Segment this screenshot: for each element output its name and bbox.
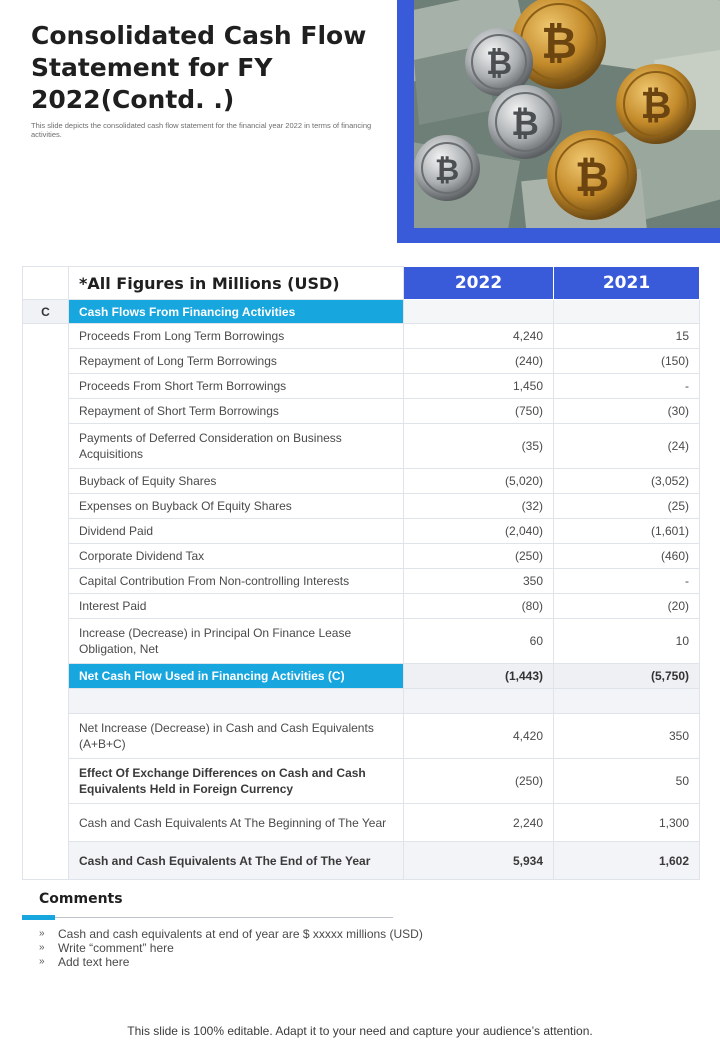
svg-text:₿: ₿ bbox=[574, 152, 610, 201]
row-label: Proceeds From Short Term Borrowings bbox=[69, 374, 404, 399]
value-2021: 1,602 bbox=[554, 842, 700, 880]
row-label: Net Increase (Decrease) in Cash and Cash Equivalents (A+B+C) bbox=[69, 714, 404, 759]
row-label: Increase (Decrease) in Principal On Finance Lease Obligation, Net bbox=[69, 619, 404, 664]
value-2021: (3,052) bbox=[554, 469, 700, 494]
net-financing-row bbox=[23, 664, 700, 689]
value-2021: (24) bbox=[554, 424, 700, 469]
spacer-row bbox=[23, 689, 700, 714]
page-subtitle: This slide depicts the consolidated cash flow statement for the financial year 2022 in terms of financing activities. bbox=[31, 121, 372, 139]
row-label: Interest Paid bbox=[69, 594, 404, 619]
comment-text: Cash and cash equivalents at end of year are $ xxxxx millions (USD) bbox=[58, 927, 423, 941]
comment-item bbox=[39, 955, 423, 969]
table-row bbox=[23, 424, 700, 469]
summary-row bbox=[23, 842, 700, 880]
value-2022: (35) bbox=[404, 424, 554, 469]
comments-list bbox=[39, 927, 423, 969]
comment-item bbox=[39, 941, 423, 955]
summary-row bbox=[23, 714, 700, 759]
value-2021: (20) bbox=[554, 594, 700, 619]
row-label: Cash and Cash Equivalents At The Beginning of The Year bbox=[69, 804, 404, 842]
net-financing-label: Net Cash Flow Used in Financing Activities (C) bbox=[69, 664, 404, 689]
photo-frame bbox=[397, 0, 720, 243]
row-label: Repayment of Long Term Borrowings bbox=[69, 349, 404, 374]
row-label: Effect Of Exchange Differences on Cash and Cash Equivalents Held in Foreign Currency bbox=[69, 759, 404, 804]
section-letter: C bbox=[23, 300, 69, 324]
spacer-cell bbox=[404, 689, 554, 714]
row-label: Corporate Dividend Tax bbox=[69, 544, 404, 569]
bullet-icon: » bbox=[39, 928, 45, 939]
value-2021: 15 bbox=[554, 324, 700, 349]
spacer-cell bbox=[69, 689, 404, 714]
value-2022: (750) bbox=[404, 399, 554, 424]
summary-row bbox=[23, 804, 700, 842]
spacer-cell bbox=[554, 689, 700, 714]
value-2022: 4,240 bbox=[404, 324, 554, 349]
svg-text:₿: ₿ bbox=[434, 153, 460, 188]
value-2021: 350 bbox=[554, 714, 700, 759]
value-2021: 10 bbox=[554, 619, 700, 664]
figures-unit-header: *All Figures in Millions (USD) bbox=[69, 267, 404, 300]
value-2021: - bbox=[554, 374, 700, 399]
row-label: Capital Contribution From Non-controlling Interests bbox=[69, 569, 404, 594]
table-row bbox=[23, 349, 700, 374]
value-2022: (250) bbox=[404, 759, 554, 804]
bullet-icon: » bbox=[39, 942, 45, 953]
row-label: Buyback of Equity Shares bbox=[69, 469, 404, 494]
value-2022: (250) bbox=[404, 544, 554, 569]
net-financing-2021: (5,750) bbox=[554, 664, 700, 689]
row-label: Expenses on Buyback Of Equity Shares bbox=[69, 494, 404, 519]
row-gutter bbox=[23, 324, 69, 880]
row-label: Repayment of Short Term Borrowings bbox=[69, 399, 404, 424]
comment-text: Write “comment” here bbox=[58, 941, 174, 955]
row-label: Payments of Deferred Consideration on Business Acquisitions bbox=[69, 424, 404, 469]
table-row bbox=[23, 374, 700, 399]
value-2022: (240) bbox=[404, 349, 554, 374]
row-label: Proceeds From Long Term Borrowings bbox=[69, 324, 404, 349]
comment-text: Add text here bbox=[58, 955, 130, 969]
svg-text:₿: ₿ bbox=[541, 18, 577, 69]
value-2021: (25) bbox=[554, 494, 700, 519]
page-title: Consolidated Cash Flow Statement for FY 2022(Contd. .) bbox=[31, 21, 367, 114]
table-row bbox=[23, 324, 700, 349]
footer-note: This slide is 100% editable. Adapt it to your need and capture your audience’s attention. bbox=[127, 1024, 593, 1038]
table-row bbox=[23, 519, 700, 544]
bullet-icon: » bbox=[39, 956, 45, 967]
table-row bbox=[23, 594, 700, 619]
row-label: Dividend Paid bbox=[69, 519, 404, 544]
bitcoin-coins-photo bbox=[414, 0, 720, 228]
value-2022: (80) bbox=[404, 594, 554, 619]
row-label: Cash and Cash Equivalents At The End of The Year bbox=[69, 842, 404, 880]
svg-text:₿: ₿ bbox=[640, 83, 672, 127]
section-empty-2021 bbox=[554, 300, 700, 324]
svg-text:₿: ₿ bbox=[485, 44, 513, 82]
year-header-2022: 2022 bbox=[404, 267, 554, 300]
value-2021: - bbox=[554, 569, 700, 594]
cash-flow-table bbox=[22, 266, 700, 880]
header-empty-cell bbox=[23, 267, 69, 300]
section-title: Cash Flows From Financing Activities bbox=[69, 300, 404, 324]
value-2022: 60 bbox=[404, 619, 554, 664]
value-2021: 50 bbox=[554, 759, 700, 804]
value-2021: (460) bbox=[554, 544, 700, 569]
summary-row bbox=[23, 759, 700, 804]
value-2022: 2,240 bbox=[404, 804, 554, 842]
comment-item bbox=[39, 927, 423, 941]
table-row bbox=[23, 399, 700, 424]
table-header-row bbox=[23, 267, 700, 300]
value-2022: 350 bbox=[404, 569, 554, 594]
value-2022: (2,040) bbox=[404, 519, 554, 544]
value-2021: (1,601) bbox=[554, 519, 700, 544]
table-row bbox=[23, 494, 700, 519]
net-financing-2022: (1,443) bbox=[404, 664, 554, 689]
value-2022: (5,020) bbox=[404, 469, 554, 494]
table-row bbox=[23, 469, 700, 494]
comments-title: Comments bbox=[39, 891, 123, 907]
value-2021: (30) bbox=[554, 399, 700, 424]
value-2021: 1,300 bbox=[554, 804, 700, 842]
table-row bbox=[23, 544, 700, 569]
svg-text:₿: ₿ bbox=[511, 104, 539, 144]
value-2021: (150) bbox=[554, 349, 700, 374]
value-2022: 1,450 bbox=[404, 374, 554, 399]
year-header-2021: 2021 bbox=[554, 267, 700, 300]
comments-accent-bar bbox=[22, 915, 55, 920]
value-2022: 4,420 bbox=[404, 714, 554, 759]
value-2022: (32) bbox=[404, 494, 554, 519]
comments-divider bbox=[55, 917, 393, 918]
section-row bbox=[23, 300, 700, 324]
table-row bbox=[23, 619, 700, 664]
table-row bbox=[23, 569, 700, 594]
value-2022: 5,934 bbox=[404, 842, 554, 880]
section-empty-2022 bbox=[404, 300, 554, 324]
